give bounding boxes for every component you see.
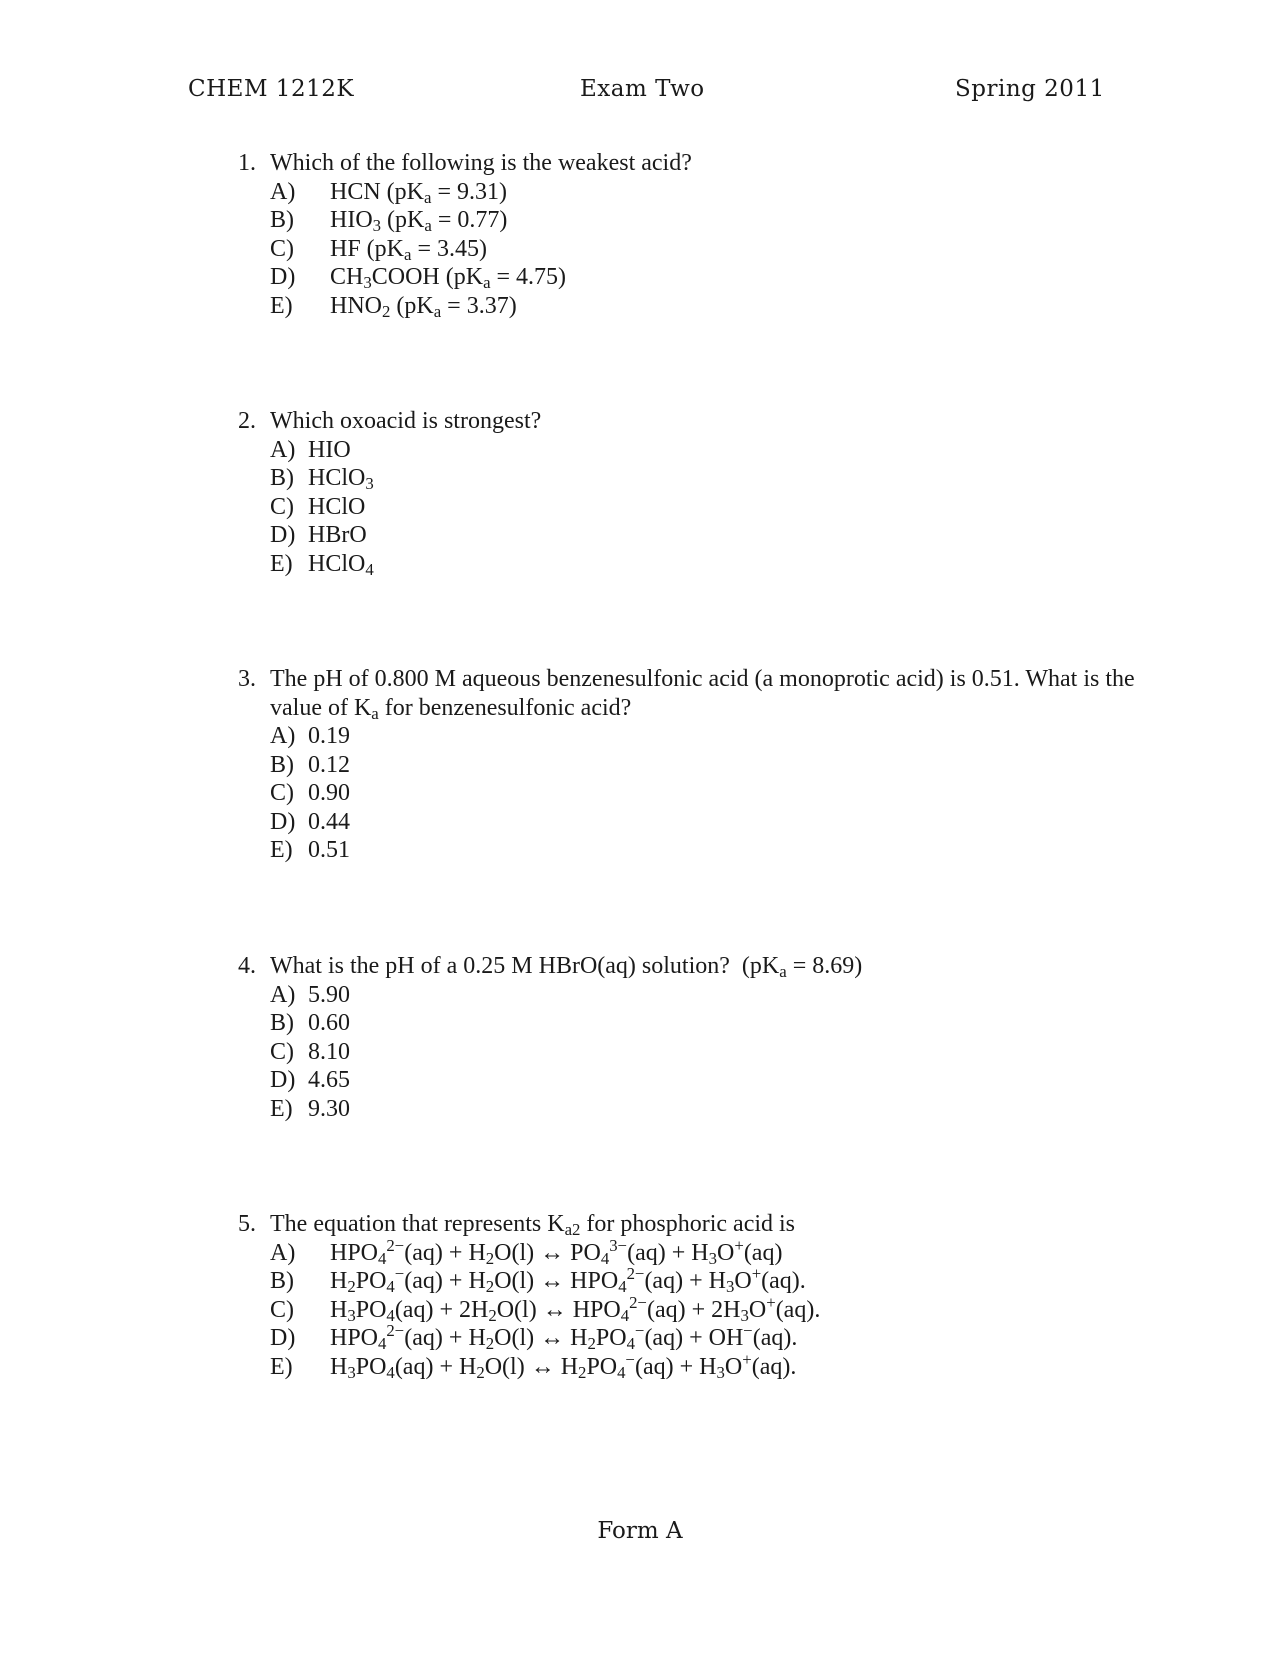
option-label: B) bbox=[270, 465, 294, 491]
question-3 bbox=[238, 665, 1150, 865]
option-label: B) bbox=[270, 751, 294, 778]
option-text: HClO bbox=[308, 493, 366, 520]
question-1 bbox=[238, 149, 1150, 320]
answer-option bbox=[270, 1095, 1150, 1124]
answer-option bbox=[270, 235, 1150, 264]
answer-option bbox=[270, 550, 1150, 579]
option-label: D) bbox=[270, 808, 296, 835]
course-code: CHEM 1212K bbox=[188, 76, 355, 102]
answer-option bbox=[270, 722, 1150, 751]
answer-option bbox=[270, 436, 1150, 465]
option-label: E) bbox=[270, 1353, 293, 1380]
answer-option bbox=[270, 1320, 1150, 1354]
option-text: 0.60 bbox=[308, 1010, 350, 1036]
option-text: HBrO bbox=[308, 522, 367, 548]
answer-option bbox=[270, 981, 1150, 1010]
option-text: $HPO_4^{2-}(aq) + H_2O(l)$ ↔ $PO_4^{3-}(aq) + H_3O^+(aq)$ bbox=[330, 1235, 783, 1268]
answer-option bbox=[270, 206, 1150, 235]
option-label: A) bbox=[270, 1239, 296, 1266]
option-text: $HIO_3$ $(pK_a = 0.77)$ bbox=[330, 207, 508, 236]
option-label: A) bbox=[270, 723, 296, 749]
answer-option bbox=[270, 779, 1150, 808]
option-label: D) bbox=[270, 1325, 296, 1351]
answer-option bbox=[270, 1349, 1150, 1382]
form-label: Form A bbox=[597, 1518, 683, 1544]
option-text: 9.30 bbox=[308, 1095, 350, 1122]
answer-option bbox=[270, 178, 1150, 207]
option-text: $CH_3COOH$ $(pK_a = 4.75)$ bbox=[330, 264, 567, 293]
question-stem bbox=[238, 407, 1150, 436]
question-2 bbox=[238, 407, 1150, 578]
option-label: C) bbox=[270, 235, 294, 262]
question-stem bbox=[238, 952, 1150, 981]
option-label: C) bbox=[270, 1038, 294, 1065]
question-text: The pH of 0.800 M aqueous benzenesulfonic acid (a monoprotic acid) is 0.51. What is the value of $K_a$ for benzenesulfonic acid? bbox=[270, 666, 1135, 723]
option-text: 0.12 bbox=[308, 751, 350, 778]
option-label: B) bbox=[270, 1268, 294, 1294]
answer-option bbox=[270, 1066, 1150, 1095]
option-label: C) bbox=[270, 1296, 294, 1323]
question-stem bbox=[238, 149, 1150, 178]
option-text: HF $(pK_a = 3.45)$ bbox=[330, 235, 487, 264]
option-text: HClO$_4$ bbox=[308, 550, 374, 579]
answer-option bbox=[270, 292, 1150, 321]
option-label: B) bbox=[270, 1010, 294, 1036]
option-label: B) bbox=[270, 207, 294, 233]
option-label: C) bbox=[270, 780, 294, 806]
option-text: $H_3PO_4(aq) + 2H_2O(l)$ ↔ $HPO_4^{2-}(aq) + 2H_3O^+(aq)$. bbox=[330, 1292, 821, 1325]
option-text: 5.90 bbox=[308, 981, 350, 1008]
option-label: D) bbox=[270, 522, 296, 548]
question-text: The equation that represents $K_{a2}$ for phosphoric acid is bbox=[270, 1211, 796, 1240]
question-text: Which of the following is the weakest acid? bbox=[270, 150, 692, 176]
option-text: 8.10 bbox=[308, 1038, 350, 1065]
answer-option bbox=[270, 1263, 1150, 1297]
option-text: 0.44 bbox=[308, 808, 350, 835]
option-label: A) bbox=[270, 436, 296, 463]
option-label: E) bbox=[270, 1095, 293, 1122]
option-label: D) bbox=[270, 1067, 296, 1093]
question-number: 1. bbox=[238, 150, 256, 176]
option-text: 0.19 bbox=[308, 723, 350, 749]
option-label: C) bbox=[270, 493, 294, 520]
option-text: 0.90 bbox=[308, 780, 350, 806]
option-text: $HNO_2$ $(pK_a = 3.37)$ bbox=[330, 292, 517, 321]
question-stem bbox=[238, 665, 1150, 722]
answer-option bbox=[270, 1009, 1150, 1038]
question-5 bbox=[238, 1210, 1150, 1381]
question-text: Which oxoacid is strongest? bbox=[270, 408, 542, 434]
option-text: $HPO_4^{2-}(aq) + H_2O(l)$ ↔ $H_2PO_4^-(aq) + OH^-(aq)$. bbox=[330, 1320, 798, 1354]
answer-option bbox=[270, 521, 1150, 550]
question-text: What is the pH of a 0.25 M HBrO(aq) solution? $(pK_a = 8.69)$ bbox=[270, 953, 863, 982]
answer-option bbox=[270, 836, 1150, 865]
option-text: HIO bbox=[308, 436, 351, 463]
option-label: E) bbox=[270, 292, 293, 319]
answer-option bbox=[270, 1038, 1150, 1067]
answer-option bbox=[270, 493, 1150, 522]
answer-option bbox=[270, 751, 1150, 780]
exam-term: Spring 2011 bbox=[955, 76, 1105, 102]
question-number: 3. bbox=[238, 666, 256, 692]
answer-option bbox=[270, 1292, 1150, 1325]
option-label: A) bbox=[270, 178, 296, 205]
answer-option bbox=[270, 464, 1150, 493]
question-number: 4. bbox=[238, 953, 256, 979]
option-text: HClO$_3$ bbox=[308, 465, 374, 494]
option-text: $H_3PO_4(aq) + H_2O(l)$ ↔ $H_2PO_4^-(aq) + H_3O^+(aq)$. bbox=[330, 1349, 797, 1382]
option-label: A) bbox=[270, 981, 296, 1008]
option-text: HCN $(pK_a = 9.31)$ bbox=[330, 178, 507, 207]
answer-option bbox=[270, 263, 1150, 292]
question-number: 5. bbox=[238, 1211, 256, 1237]
option-label: E) bbox=[270, 550, 293, 577]
option-text: 4.65 bbox=[308, 1067, 350, 1093]
question-number: 2. bbox=[238, 408, 256, 434]
answer-option bbox=[270, 808, 1150, 837]
option-label: D) bbox=[270, 264, 296, 290]
option-text: $H_2PO_4^-(aq) + H_2O(l)$ ↔ $HPO_4^{2-}(aq) + H_3O^+(aq)$. bbox=[330, 1263, 806, 1297]
option-label: E) bbox=[270, 837, 293, 863]
question-4 bbox=[238, 952, 1150, 1123]
answer-option bbox=[270, 1235, 1150, 1268]
exam-title: Exam Two bbox=[580, 76, 705, 102]
option-text: 0.51 bbox=[308, 837, 350, 863]
question-stem bbox=[238, 1210, 1150, 1239]
